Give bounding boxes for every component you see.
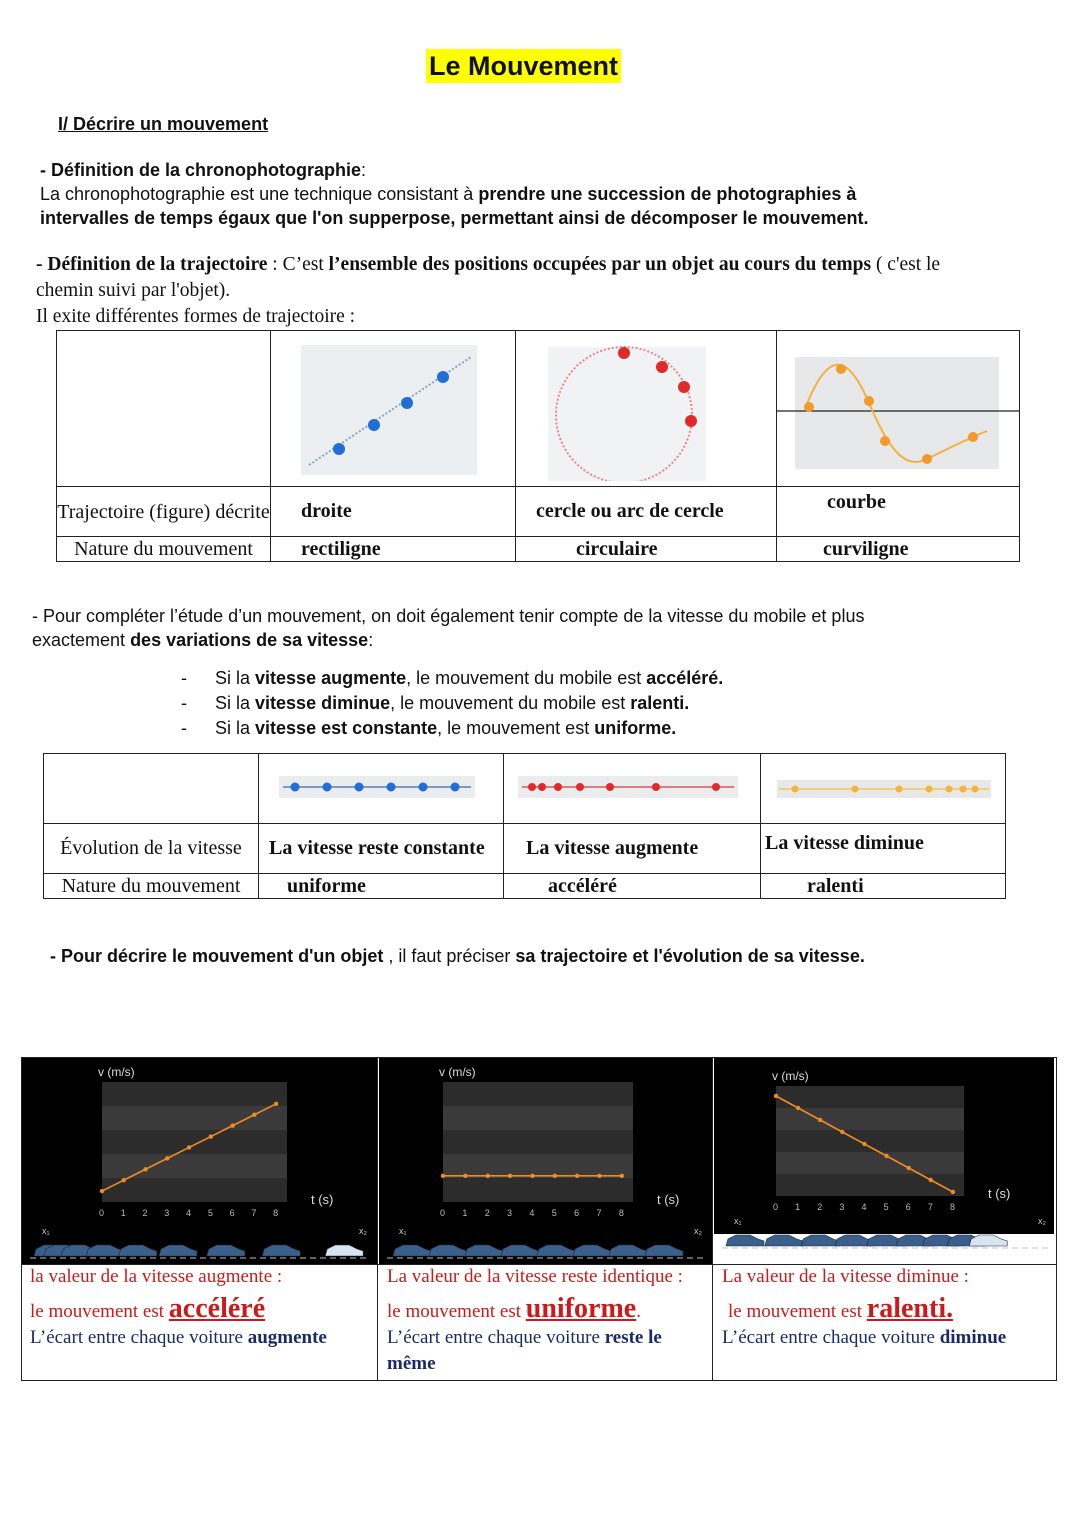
row-label-figure: Trajectoire (figure) décrite [57, 487, 271, 537]
x-tick-label: 3 [164, 1208, 170, 1218]
x-tick-label: 0 [773, 1202, 779, 1212]
dots-ralenti-cell [761, 754, 1006, 824]
plot-band [102, 1154, 287, 1178]
x-tick-label: 5 [207, 1208, 213, 1218]
graphs-panel [21, 1057, 1057, 1381]
x-tick-label: 1 [462, 1208, 468, 1218]
plot-band [776, 1174, 964, 1196]
figure-courbe-cell [777, 331, 1020, 487]
empty-cell [44, 754, 259, 824]
bullet-uniforme: - Si la vitesse est constante, le mouvement est uniforme. [215, 716, 723, 741]
x-tick-label: 6 [905, 1202, 911, 1212]
decelerating-dots-figure [761, 754, 1005, 818]
plot-band [443, 1130, 633, 1154]
plot-band [443, 1154, 633, 1178]
data-point [486, 1174, 490, 1178]
x-tick-label: 5 [551, 1208, 557, 1218]
data-point [884, 1154, 888, 1158]
circle-trajectory-figure [516, 331, 776, 481]
accelere-word: accéléré [168, 1293, 266, 1324]
figure-cercle: cercle ou arc de cercle [516, 487, 777, 537]
panel-uniforme-text: La valeur de la vitesse reste identique : le mouvement est uniforme. L’écart entre chaque voiture reste le même [387, 1266, 683, 1374]
x1-label: x₁ [734, 1216, 742, 1226]
straight-trajectory-figure [271, 331, 515, 481]
figure-cercle-cell [516, 331, 777, 487]
data-point [818, 1118, 822, 1122]
figure-droite: droite [271, 487, 516, 537]
x1-label: x₁ [42, 1226, 50, 1236]
data-point [553, 1174, 557, 1178]
evolution-constante: La vitesse reste constante [259, 824, 504, 874]
plot-band [776, 1152, 964, 1174]
x-tick-label: 1 [120, 1208, 126, 1218]
figure-droite-cell [271, 331, 516, 487]
nature-circulaire: circulaire [516, 537, 777, 562]
nature-accelere: accéléré [504, 874, 761, 899]
data-point [597, 1174, 601, 1178]
trajectoire-heading: - Définition de la trajectoire [36, 254, 268, 275]
panel-accelere-text: la valeur de la vitesse augmente : le mouvement est accéléré L’écart entre chaque voiture augmente [30, 1266, 327, 1348]
data-point [187, 1145, 191, 1149]
vitesse-bullets [215, 666, 723, 741]
vitesse-intro: - Pour compléter l’étude d’un mouvement, on doit également tenir compte de la vitesse du mobile et plus exactement des variations de sa vitesse: [32, 606, 865, 650]
plot-band [102, 1082, 287, 1106]
ralenti-word: ralenti. [866, 1293, 954, 1324]
x-tick-label: 1 [795, 1202, 801, 1212]
uniform-dots-figure [259, 754, 503, 818]
velocity-graphs [22, 1058, 1056, 1266]
x2-label: x₂ [694, 1226, 702, 1236]
row-label-nature: Nature du mouvement [44, 874, 259, 899]
data-point [463, 1174, 467, 1178]
dots-uniforme-cell [259, 754, 504, 824]
nature-curviligne: curviligne [777, 537, 1020, 562]
x-tick-label: 4 [529, 1208, 535, 1218]
data-point [530, 1174, 534, 1178]
bullet-ralenti: - Si la vitesse diminue, le mouvement du mobile est ralenti. [215, 691, 723, 716]
y-axis-label: v (m/s) [772, 1069, 809, 1083]
data-point [230, 1123, 234, 1127]
x-tick-label: 8 [273, 1208, 279, 1218]
x-tick-label: 7 [251, 1208, 257, 1218]
bullet-accelere: - Si la vitesse augmente, le mouvement du mobile est accéléré. [215, 666, 723, 691]
x-tick-label: 0 [99, 1208, 105, 1218]
x2-label: x₂ [359, 1226, 367, 1236]
data-point [907, 1166, 911, 1170]
vitesse-table [43, 753, 1006, 899]
nature-ralenti: ralenti [761, 874, 1006, 899]
x-tick-label: 0 [440, 1208, 446, 1218]
x-tick-label: 3 [507, 1208, 513, 1218]
nature-rectiligne: rectiligne [271, 537, 516, 562]
data-point [840, 1130, 844, 1134]
chrono-text: La chronophotographie est une technique consistant à [40, 184, 479, 204]
data-point [796, 1106, 800, 1110]
x-axis-label: t (s) [988, 1186, 1011, 1201]
plot-band [776, 1086, 964, 1108]
x2-label: x₂ [1038, 1216, 1046, 1226]
plot-band [102, 1130, 287, 1154]
accelerating-dots-figure [504, 754, 760, 818]
x-tick-label: 5 [883, 1202, 889, 1212]
x-axis-label: t (s) [311, 1192, 334, 1207]
data-point [774, 1094, 778, 1098]
plot-band [102, 1106, 287, 1130]
x-tick-label: 7 [596, 1208, 602, 1218]
data-point [862, 1142, 866, 1146]
x-tick-label: 2 [817, 1202, 823, 1212]
x-tick-label: 3 [839, 1202, 845, 1212]
x-tick-label: 4 [186, 1208, 192, 1218]
plot-band [102, 1178, 287, 1202]
data-point [165, 1156, 169, 1160]
trajectory-table [56, 330, 1020, 562]
data-point [252, 1113, 256, 1117]
x1-label: x₁ [399, 1226, 407, 1236]
section-heading: I/ Décrire un mouvement [58, 114, 269, 134]
panel-ralenti-text: La valeur de la vitesse diminue : le mouvement est ralenti. L’écart entre chaque voiture diminue [722, 1266, 1007, 1348]
x-tick-label: 8 [949, 1202, 955, 1212]
y-axis-label: v (m/s) [98, 1065, 135, 1079]
x-tick-label: 6 [229, 1208, 235, 1218]
data-point [441, 1174, 445, 1178]
data-point [209, 1134, 213, 1138]
figure-courbe: courbe [777, 487, 1020, 537]
trajectoire-paragraph: - Définition de la trajectoire : C’est l’ensemble des positions occupées par un objet au cours du temps ( c'est le chemin suivi par l'objet). Il exite différentes formes de trajectoire : [36, 254, 941, 327]
data-point [929, 1178, 933, 1182]
data-point [122, 1178, 126, 1182]
page-title: Le Mouvement [426, 49, 621, 83]
plot-band [776, 1130, 964, 1152]
data-point [143, 1167, 147, 1171]
conclusion-sentence: - Pour décrire le mouvement d'un objet , il faut préciser sa trajectoire et l'évolution de sa vitesse. [50, 946, 865, 966]
y-axis-label: v (m/s) [439, 1065, 476, 1079]
row-label-evolution: Évolution de la vitesse [44, 824, 259, 874]
uniforme-word: uniforme [525, 1293, 637, 1324]
nature-uniforme: uniforme [259, 874, 504, 899]
data-point [620, 1174, 624, 1178]
data-point [508, 1174, 512, 1178]
x-tick-label: 6 [574, 1208, 580, 1218]
chrono-paragraph: - Définition de la chronophotographie: La chronophotographie est une technique consistant à prendre une succession de photographies à intervalles de temps égaux que l'on supperpose, permettant ainsi de décomposer le mouvement. [40, 160, 869, 228]
data-point [274, 1102, 278, 1106]
x-tick-label: 2 [142, 1208, 148, 1218]
plot-band [443, 1106, 633, 1130]
evolution-augmente: La vitesse augmente [504, 824, 761, 874]
data-point [100, 1189, 104, 1193]
x-axis-label: t (s) [657, 1192, 680, 1207]
dots-accelere-cell [504, 754, 761, 824]
data-point [575, 1174, 579, 1178]
evolution-diminue: La vitesse diminue [761, 824, 1006, 874]
x-tick-label: 4 [861, 1202, 867, 1212]
x-tick-label: 7 [927, 1202, 933, 1212]
plot-band [443, 1082, 633, 1106]
empty-cell [57, 331, 271, 487]
plot-band [443, 1178, 633, 1202]
chrono-heading: - Définition de la chronophotographie [40, 160, 361, 180]
row-label-nature: Nature du mouvement [57, 537, 271, 562]
x-tick-label: 2 [484, 1208, 490, 1218]
x-tick-label: 8 [618, 1208, 624, 1218]
curved-trajectory-figure [777, 331, 1019, 481]
data-point [951, 1190, 955, 1194]
